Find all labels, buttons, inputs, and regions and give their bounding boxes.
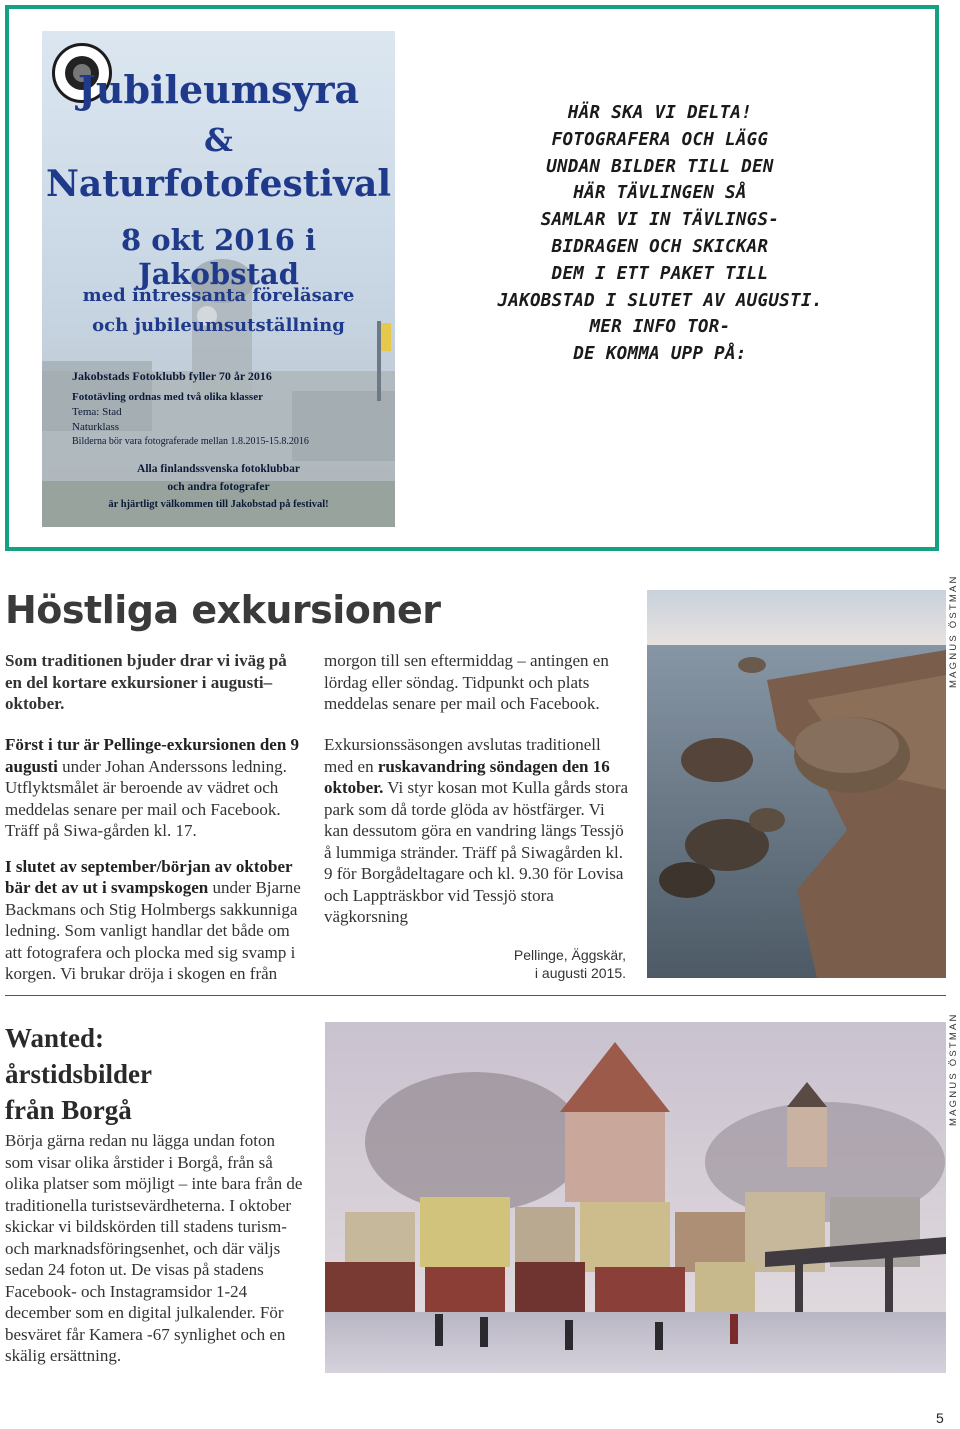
- note-line: FOTOGRAFERA OCH LÄGG: [551, 129, 769, 150]
- paragraph-text: Exkursionssäsongen avslutas traditionell med en: [324, 735, 601, 776]
- article-column-2: [324, 734, 629, 942]
- paragraph: [5, 856, 305, 985]
- wanted-heading: [5, 1020, 305, 1128]
- article-intro: Som traditionen bjuder drar vi iväg på en del kortare exkursioner i augusti–oktober.: [5, 651, 287, 713]
- handwritten-note: [470, 100, 850, 368]
- paragraph-text: under Bjarne Backmans och Stig Holmbergs sakkunniga ledning. Som vanligt handlar det både om att fotografera och plocka med sig svamp i korgen. Vi brukar dröja i skogen en från: [5, 878, 301, 983]
- paragraph-text: Vi styr kosan mot Kulla gårds stora park som då torde glöda av höstfärger. Vi kan dessutom göra en vandring längs Tessjö å lummiga stränder. Träff på Siwagården kl. 9 för Borgådeltagare och kl. 9.30 för Lovisa och Lappträskbor vid Tessjö stora vägkorsning: [324, 778, 629, 926]
- poster-title-line2: Naturfotofestival: [45, 163, 392, 205]
- photo-credit: MAGNUS ÖSTMAN: [948, 1012, 959, 1126]
- borga-photo: [325, 1022, 946, 1373]
- poster-info4: Naturklass: [72, 421, 120, 433]
- heading-line: Wanted:: [5, 1023, 105, 1053]
- note-line: HÄR TÄVLINGEN SÅ: [573, 183, 747, 204]
- caption-line: Pellinge, Äggskär,: [513, 947, 626, 963]
- note-line: BIDRAGEN OCH SKICKAR: [551, 236, 769, 257]
- poster-date: 8 okt 2016 i Jakobstad: [120, 223, 317, 291]
- poster-ampersand: &: [204, 121, 233, 159]
- poster-info1: Jakobstads Fotoklubb fyller 70 år 2016: [72, 369, 272, 383]
- poster-info7: och andra fotografer: [167, 481, 270, 493]
- shore-photo: [647, 590, 946, 978]
- note-line: SAMLAR VI IN TÄVLINGS-: [540, 210, 780, 231]
- wanted-body: Börja gärna redan nu lägga undan foton som visar olika årstider i Borgå, från så olika platser som möjligt – inte bara från de traditionella turistsevärdheterna. I oktober skickar vi bildskörden till stadens turism- och marknadsföringsenhet, och där väljs sedan 24 foton ut. De visas på stadens Facebook- och Instagramsidor 1-24 december som en digital julkalender. För besväret får Kamera -67 synlighet och en skälig ersättning.: [5, 1131, 303, 1365]
- shore-photo-image: [647, 590, 946, 978]
- article-heading: Höstliga exkursioner: [5, 588, 441, 632]
- paragraph: [5, 734, 305, 842]
- poster-title-line1: Jubileumsyra: [77, 67, 360, 112]
- caption-line: i augusti 2015.: [534, 965, 626, 981]
- note-line: UNDAN BILDER TILL DEN: [546, 156, 774, 177]
- poster-subtitle2: och jubileumsutställning: [92, 315, 345, 336]
- photo-caption: [470, 946, 626, 982]
- heading-line: från Borgå: [5, 1095, 132, 1125]
- article-column-2-top: morgon till sen eftermiddag – antingen en lördag eller söndag. Tidpunkt och plats meddelas senare per mail och Facebook.: [324, 651, 609, 713]
- poster-info5: Bilderna bör vara fotograferade mellan 1.8.2015-15.8.2016: [72, 436, 309, 447]
- note-line: DEM I ETT PAKET TILL: [551, 263, 769, 284]
- heading-line: årstidsbilder: [5, 1059, 153, 1089]
- note-line: JAKOBSTAD I SLUTET AV AUGUSTI.: [497, 290, 823, 311]
- note-line: MER INFO TOR-: [589, 317, 731, 338]
- photo-credit: MAGNUS ÖSTMAN: [948, 574, 959, 688]
- poster-subtitle1: med intressanta föreläsare: [82, 285, 355, 306]
- paragraph-lead: ruskavandring söndagen den 16 oktober.: [324, 756, 610, 797]
- note-line: DE KOMMA UPP PÅ:: [573, 344, 747, 365]
- paragraph: [324, 734, 629, 928]
- paragraph-lead: Först i tur är Pellinge-exkursionen den 9 augusti: [5, 735, 300, 776]
- article-column-1: [5, 734, 305, 999]
- poster-info6: Alla finlandssvenska fotoklubbar: [137, 463, 300, 475]
- borga-photo-image: [325, 1022, 946, 1373]
- section-divider: [5, 995, 946, 996]
- page-number: 5: [936, 1410, 944, 1426]
- poster-info8: är hjärtligt välkommen till Jakobstad på festival!: [108, 499, 329, 510]
- poster-info2: Fototävling ordnas med två olika klasser: [72, 391, 263, 403]
- poster-info3: Tema: Stad: [72, 406, 122, 418]
- paragraph-text: under Johan Anderssons ledning. Utflyktsmålet är beroende av vädret och meddelas senare per mail och Facebook. Träff på Siwa-gården kl. 17.: [5, 756, 287, 840]
- paragraph-lead: I slutet av september/början av oktober bär det av ut i svampskogen: [5, 856, 293, 897]
- note-line: HÄR SKA VI DELTA!: [567, 103, 753, 123]
- festival-poster: [42, 31, 395, 527]
